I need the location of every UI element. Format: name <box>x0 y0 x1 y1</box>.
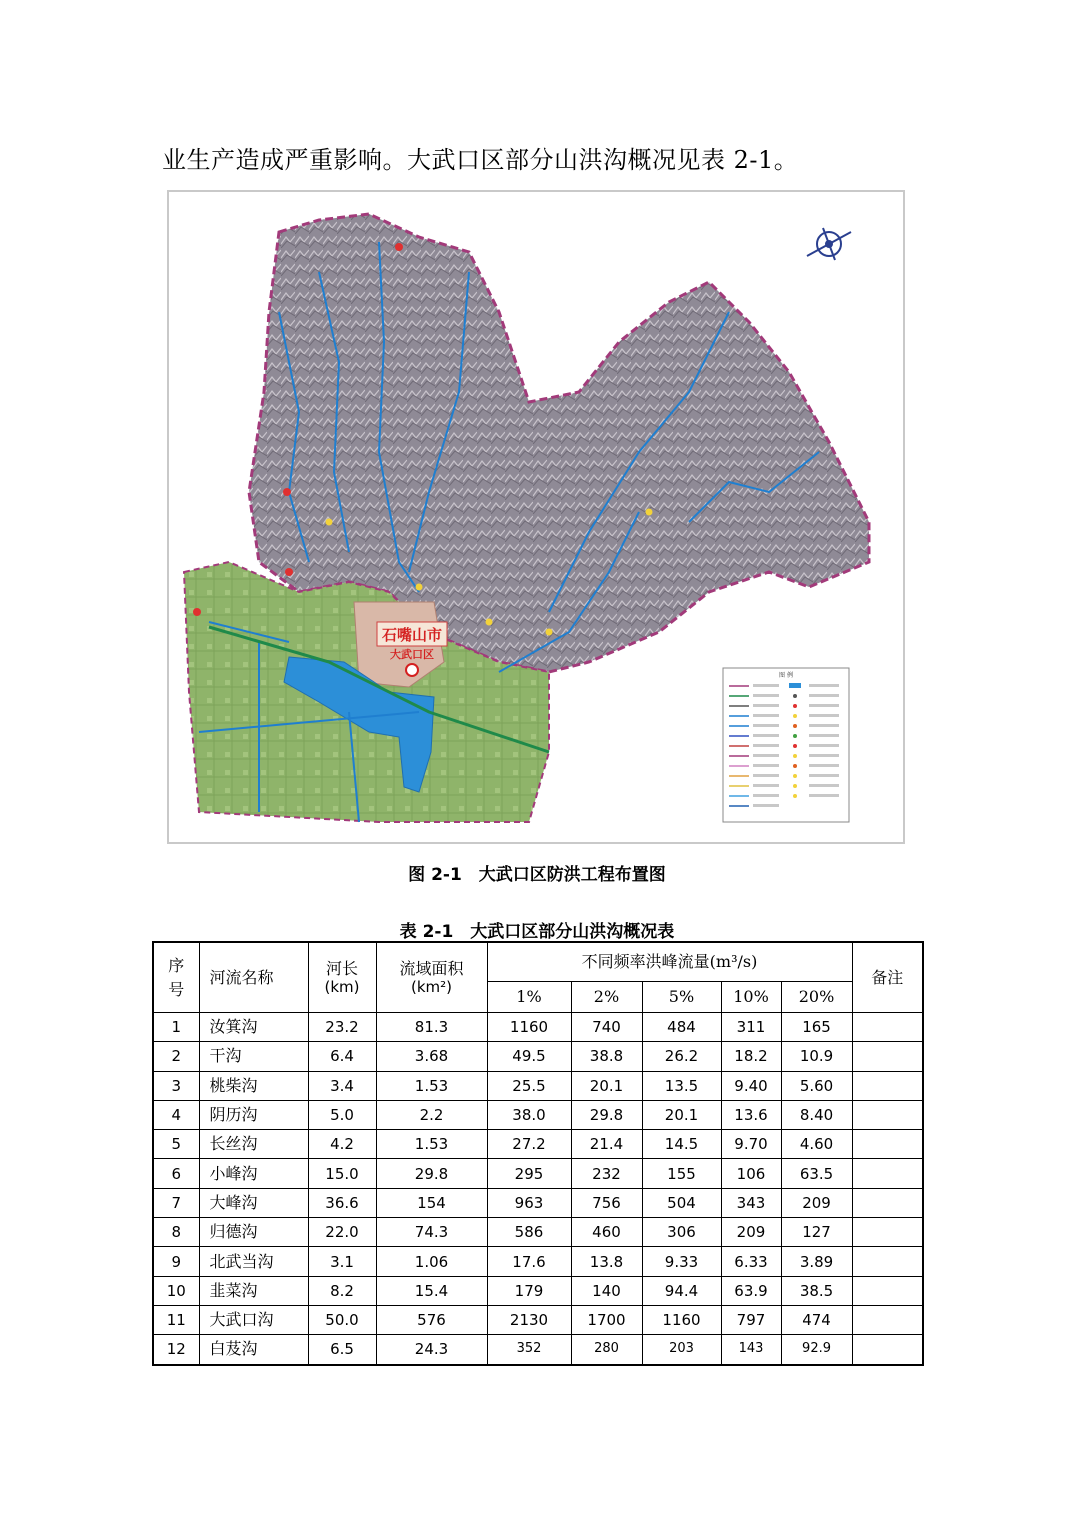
cell-note <box>852 1247 923 1276</box>
header-note: 备注 <box>852 942 923 1013</box>
cell-q20: 165 <box>781 1013 852 1042</box>
cell-q1: 38.0 <box>487 1100 571 1129</box>
cell-area: 154 <box>376 1188 487 1217</box>
cell-q20: 3.89 <box>781 1247 852 1276</box>
cell-q1: 352 <box>487 1335 571 1365</box>
cell-no: 10 <box>153 1276 199 1305</box>
cell-q10: 797 <box>721 1305 781 1334</box>
cell-name: 桃柴沟 <box>199 1071 308 1100</box>
cell-area: 1.06 <box>376 1247 487 1276</box>
cell-no: 4 <box>153 1100 199 1129</box>
cell-note <box>852 1276 923 1305</box>
cell-no: 5 <box>153 1130 199 1159</box>
cell-q1: 963 <box>487 1188 571 1217</box>
cell-name: 阴历沟 <box>199 1100 308 1129</box>
cell-name: 大峰沟 <box>199 1188 308 1217</box>
cell-q5: 20.1 <box>642 1100 721 1129</box>
header-area <box>376 942 487 1013</box>
cell-name: 干沟 <box>199 1042 308 1071</box>
cell-length: 3.4 <box>308 1071 376 1100</box>
cell-q1: 1160 <box>487 1013 571 1042</box>
header-length <box>308 942 376 1013</box>
cell-area: 3.68 <box>376 1042 487 1071</box>
cell-q10: 209 <box>721 1218 781 1247</box>
cell-area: 74.3 <box>376 1218 487 1247</box>
cell-length: 15.0 <box>308 1159 376 1188</box>
table-row <box>153 1042 923 1071</box>
cell-area: 1.53 <box>376 1071 487 1100</box>
cell-no: 2 <box>153 1042 199 1071</box>
cell-length: 6.5 <box>308 1335 376 1365</box>
cell-q1: 49.5 <box>487 1042 571 1071</box>
cell-q20: 8.40 <box>781 1100 852 1129</box>
cell-q1: 2130 <box>487 1305 571 1334</box>
cell-length: 22.0 <box>308 1218 376 1247</box>
cell-area: 81.3 <box>376 1013 487 1042</box>
cell-area: 1.53 <box>376 1130 487 1159</box>
cell-note <box>852 1159 923 1188</box>
cell-q1: 295 <box>487 1159 571 1188</box>
table-row <box>153 1218 923 1247</box>
cell-note <box>852 1188 923 1217</box>
flood-gully-table <box>152 941 924 1366</box>
header-area-label: 流域面积 <box>399 958 464 978</box>
table-row <box>153 1247 923 1276</box>
cell-length: 50.0 <box>308 1305 376 1334</box>
map-graphic <box>169 192 903 842</box>
figure-caption: 图 2-1 大武口区防洪工程布置图 <box>408 865 666 885</box>
cell-name: 汝箕沟 <box>199 1013 308 1042</box>
table-row <box>153 1188 923 1217</box>
cell-no: 11 <box>153 1305 199 1334</box>
cell-no: 6 <box>153 1159 199 1188</box>
cell-q5: 203 <box>642 1335 721 1365</box>
cell-q20: 5.60 <box>781 1071 852 1100</box>
cell-q5: 13.5 <box>642 1071 721 1100</box>
body-paragraph: 业生产造成严重影响。大武口区部分山洪沟概况见表 2-1。 <box>162 146 799 174</box>
cell-q5: 94.4 <box>642 1276 721 1305</box>
table-row <box>153 1159 923 1188</box>
cell-q10: 6.33 <box>721 1247 781 1276</box>
table-row <box>153 1100 923 1129</box>
cell-q2: 29.8 <box>571 1100 642 1129</box>
cell-q10: 18.2 <box>721 1042 781 1071</box>
cell-note <box>852 1100 923 1129</box>
cell-q10: 63.9 <box>721 1276 781 1305</box>
cell-q10: 9.70 <box>721 1130 781 1159</box>
cell-q5: 9.33 <box>642 1247 721 1276</box>
cell-q2: 460 <box>571 1218 642 1247</box>
cell-note <box>852 1218 923 1247</box>
cell-note <box>852 1130 923 1159</box>
cell-q2: 20.1 <box>571 1071 642 1100</box>
compass-icon <box>807 228 851 260</box>
cell-q20: 63.5 <box>781 1159 852 1188</box>
cell-q5: 484 <box>642 1013 721 1042</box>
cell-q2: 38.8 <box>571 1042 642 1071</box>
cell-q20: 474 <box>781 1305 852 1334</box>
cell-q10: 106 <box>721 1159 781 1188</box>
cell-length: 23.2 <box>308 1013 376 1042</box>
table-row <box>153 1335 923 1365</box>
cell-q1: 586 <box>487 1218 571 1247</box>
cell-length: 4.2 <box>308 1130 376 1159</box>
cell-q2: 756 <box>571 1188 642 1217</box>
cell-q1: 179 <box>487 1276 571 1305</box>
district-seat-icon <box>406 664 418 676</box>
cell-note <box>852 1071 923 1100</box>
cell-area: 2.2 <box>376 1100 487 1129</box>
cell-length: 8.2 <box>308 1276 376 1305</box>
cell-no: 9 <box>153 1247 199 1276</box>
cell-length: 6.4 <box>308 1042 376 1071</box>
cell-q10: 9.40 <box>721 1071 781 1100</box>
table-row <box>153 1305 923 1334</box>
header-flow-group: 不同频率洪峰流量(m³/s) <box>487 942 852 982</box>
cell-q1: 25.5 <box>487 1071 571 1100</box>
table-row <box>153 1130 923 1159</box>
cell-q2: 280 <box>571 1335 642 1365</box>
cell-q10: 343 <box>721 1188 781 1217</box>
cell-length: 3.1 <box>308 1247 376 1276</box>
cell-note <box>852 1305 923 1334</box>
cell-name: 白芨沟 <box>199 1335 308 1365</box>
cell-q5: 306 <box>642 1218 721 1247</box>
cell-q2: 21.4 <box>571 1130 642 1159</box>
cell-no: 7 <box>153 1188 199 1217</box>
cell-length: 36.6 <box>308 1188 376 1217</box>
table-row <box>153 1013 923 1042</box>
table-caption: 表 2-1 大武口区部分山洪沟概况表 <box>399 922 675 942</box>
city-label: 石嘴山市 <box>381 626 443 644</box>
cell-name: 小峰沟 <box>199 1159 308 1188</box>
table-row <box>153 1071 923 1100</box>
cell-q20: 209 <box>781 1188 852 1217</box>
header-index: 序号 <box>153 942 199 1013</box>
cell-no: 12 <box>153 1335 199 1365</box>
cell-no: 8 <box>153 1218 199 1247</box>
cell-q1: 17.6 <box>487 1247 571 1276</box>
cell-no: 1 <box>153 1013 199 1042</box>
cell-q2: 13.8 <box>571 1247 642 1276</box>
cell-note <box>852 1042 923 1071</box>
legend-title: 图 例 <box>779 672 793 679</box>
cell-name: 归德沟 <box>199 1218 308 1247</box>
header-length-unit: (km) <box>324 977 360 996</box>
cell-q20: 10.9 <box>781 1042 852 1071</box>
cell-no: 3 <box>153 1071 199 1100</box>
cell-q5: 14.5 <box>642 1130 721 1159</box>
header-length-label: 河长 <box>325 958 358 978</box>
cell-note <box>852 1335 923 1365</box>
cell-q5: 1160 <box>642 1305 721 1334</box>
cell-name: 长丝沟 <box>199 1130 308 1159</box>
cell-q10: 143 <box>721 1335 781 1365</box>
cell-q1: 27.2 <box>487 1130 571 1159</box>
header-freq-10: 10% <box>721 982 781 1013</box>
cell-q20: 38.5 <box>781 1276 852 1305</box>
cell-q2: 740 <box>571 1013 642 1042</box>
header-freq-2: 2% <box>571 982 642 1013</box>
cell-name: 北武当沟 <box>199 1247 308 1276</box>
cell-area: 576 <box>376 1305 487 1334</box>
cell-name: 韭菜沟 <box>199 1276 308 1305</box>
cell-area: 24.3 <box>376 1335 487 1365</box>
header-freq-5: 5% <box>642 982 721 1013</box>
cell-q5: 504 <box>642 1188 721 1217</box>
cell-q2: 232 <box>571 1159 642 1188</box>
cell-q20: 127 <box>781 1218 852 1247</box>
cell-q10: 311 <box>721 1013 781 1042</box>
cell-q10: 13.6 <box>721 1100 781 1129</box>
cell-area: 15.4 <box>376 1276 487 1305</box>
header-area-unit: (km²) <box>410 977 452 996</box>
map-legend <box>723 668 849 822</box>
header-name: 河流名称 <box>199 942 308 1013</box>
table-row <box>153 1276 923 1305</box>
cell-q2: 140 <box>571 1276 642 1305</box>
cell-q20: 4.60 <box>781 1130 852 1159</box>
cell-name: 大武口沟 <box>199 1305 308 1334</box>
header-freq-20: 20% <box>781 982 852 1013</box>
district-label: 大武口区 <box>390 648 434 661</box>
cell-note <box>852 1013 923 1042</box>
cell-area: 29.8 <box>376 1159 487 1188</box>
cell-length: 5.0 <box>308 1100 376 1129</box>
cell-q5: 26.2 <box>642 1042 721 1071</box>
cell-q5: 155 <box>642 1159 721 1188</box>
flood-control-map <box>167 190 905 844</box>
header-freq-1: 1% <box>487 982 571 1013</box>
cell-q2: 1700 <box>571 1305 642 1334</box>
cell-q20: 92.9 <box>781 1335 852 1365</box>
